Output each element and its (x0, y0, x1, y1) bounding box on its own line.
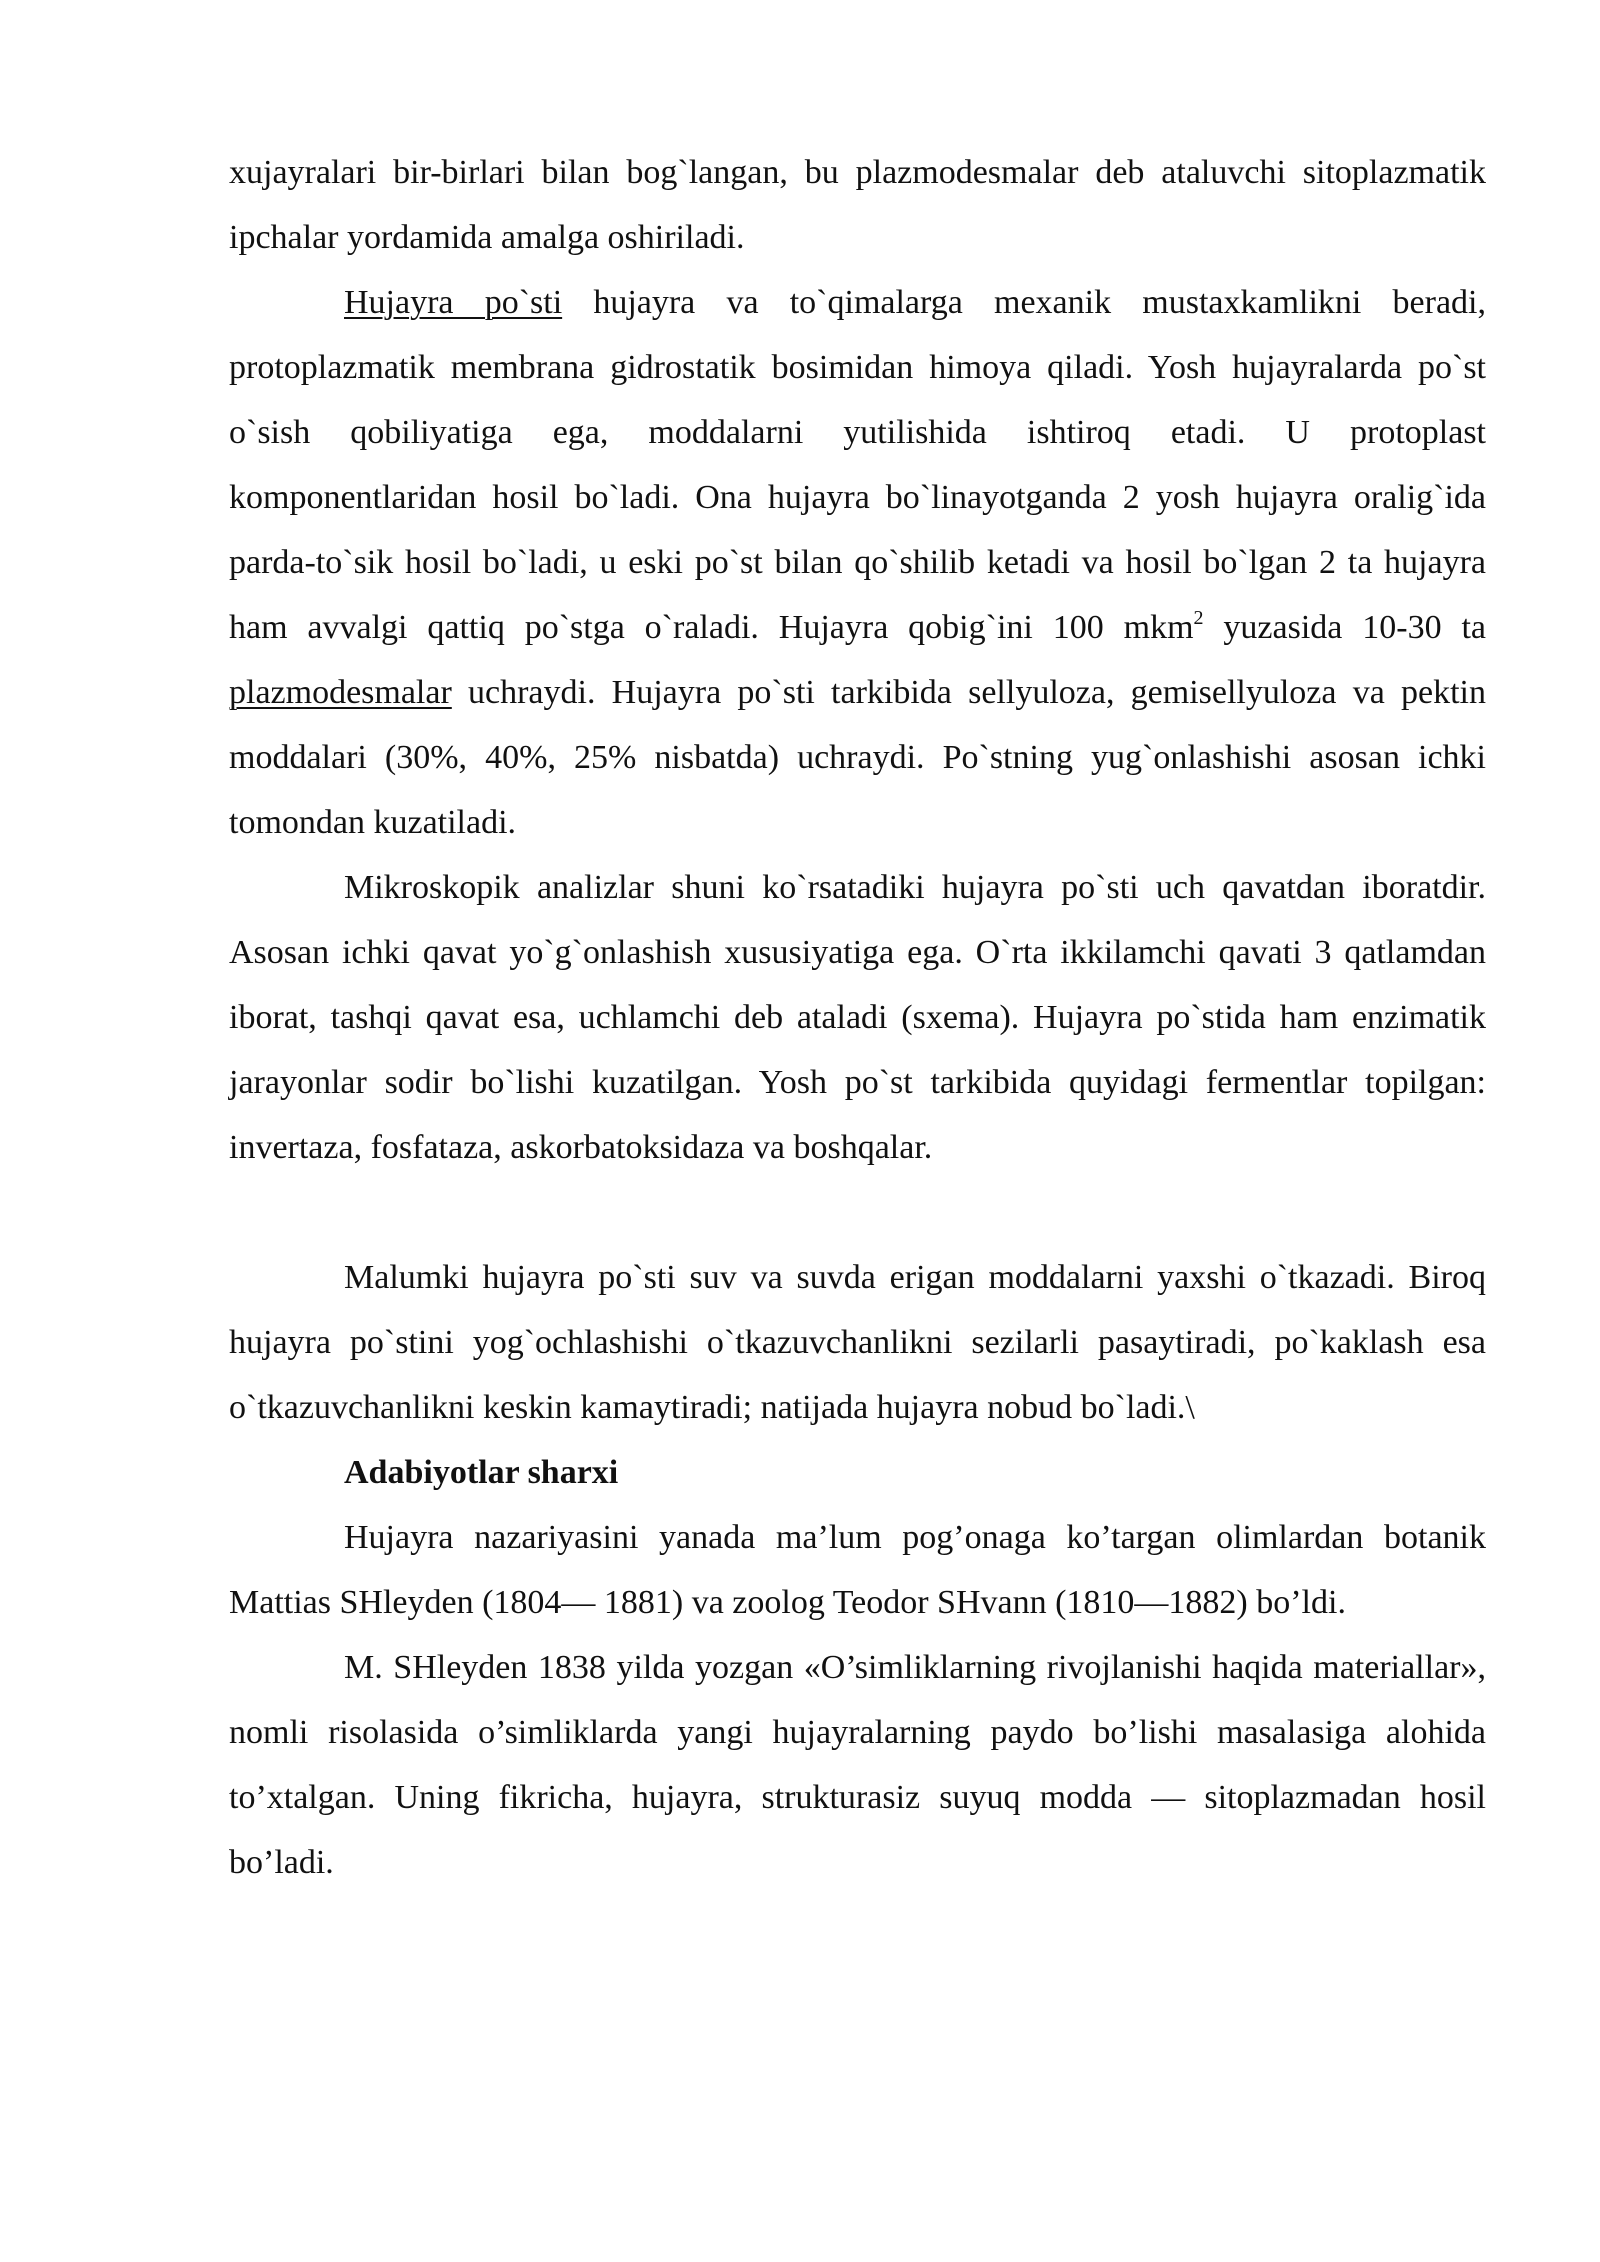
paragraph-text: yuzasida 10-30 ta (1203, 609, 1486, 646)
underlined-term-cell-wall: Hujayra po`sti (344, 284, 563, 321)
paragraph-microscopy: Mikroskopik analizlar shuni ko`rsatadiki hujayra po`sti uch qavatdan iboratdir. Asosan ichki qavat yo`g`onlashish xususiyatiga ega. O`rta ikkilamchi qavati 3 qatlamdan iborat, tashqi qavat esa, uchlamchi deb ataladi (sxema). Hujayra po`stida ham enzimatik jarayonlar sodir bo`lishi kuzatilgan. Yosh po`st tarkibida quyidagi fermentlar topilgan: invertaza, fosfataza, askorbatoksidaza va boshqalar. (229, 869, 1486, 1166)
paragraph-permeability: Malumki hujayra po`sti suv va suvda erigan moddalarni yaxshi o`tkazadi. Biroq hujayra po`stini yog`ochlashishi o`tkazuvchanlikni sezilarli pasaytiradi, po`kaklash esa o`tkazuvchanlikni keskin kamaytiradi; natijada hujayra nobud bo`ladi.\ (229, 1259, 1486, 1426)
blank-line (229, 1180, 1486, 1245)
superscript: 2 (1193, 607, 1204, 629)
paragraph-cell-wall (229, 270, 1486, 855)
paragraph-schleiden: M. SHleyden 1838 yilda yozgan «O’simliklarning rivojlanishi haqida materiallar», nomli risolasida o’simliklarda yangi hujayralarning paydo bo’lishi masalasiga alohida to’xtalgan. Uning fikricha, hujayra, strukturasiz suyuq modda — sitoplazmadan hosil bo’ladi. (229, 1649, 1486, 1881)
section-heading: Adabiyotlar sharxi (344, 1454, 619, 1491)
paragraph-text: hujayra va to`qimalarga mexanik mustaxkamlikni beradi, protoplazmatik membrana gidrostatik bosimidan himoya qiladi. Yosh hujayralarda po`st o`sish qobiliyatiga ega, moddalarni yutilishida ishtiroq etadi. U protoplast komponentlaridan hosil bo`ladi. Ona hujayra bo`linayotganda 2 yosh hujayra oralig`ida parda-to`sik hosil bo`ladi, u eski po`st bilan qo`shilib ketadi va hosil bo`lgan 2 ta hujayra ham avvalgi qattiq po`stga o`raladi. Hujayra qobig`ini 100 mkm (229, 284, 1486, 646)
underlined-term-plasmodesmata: plazmodesmalar (229, 674, 452, 711)
paragraph-text: uchraydi. Hujayra po`sti tarkibida sellyuloza, gemisellyuloza va pektin moddalari (30%, 40%, 25% nisbatda) uchraydi. Po`stning yug`onlashishi asosan ichki tomondan kuzatiladi. (229, 674, 1486, 841)
paragraph-cell-theory: Hujayra nazariyasini yanada ma’lum pog’onaga ko’targan olimlardan botanik Mattias SHleyden (1804— 1881) va zoolog Teodor SHvann (1810—1882) bo’ldi. (229, 1519, 1486, 1621)
paragraph-intro-continuation: xujayralari bir-birlari bilan bog`langan, bu plazmodesmalar deb ataluvchi sitoplazmatik ipchalar yordamida amalga oshiriladi. (229, 154, 1486, 256)
document-page (229, 140, 1486, 1895)
